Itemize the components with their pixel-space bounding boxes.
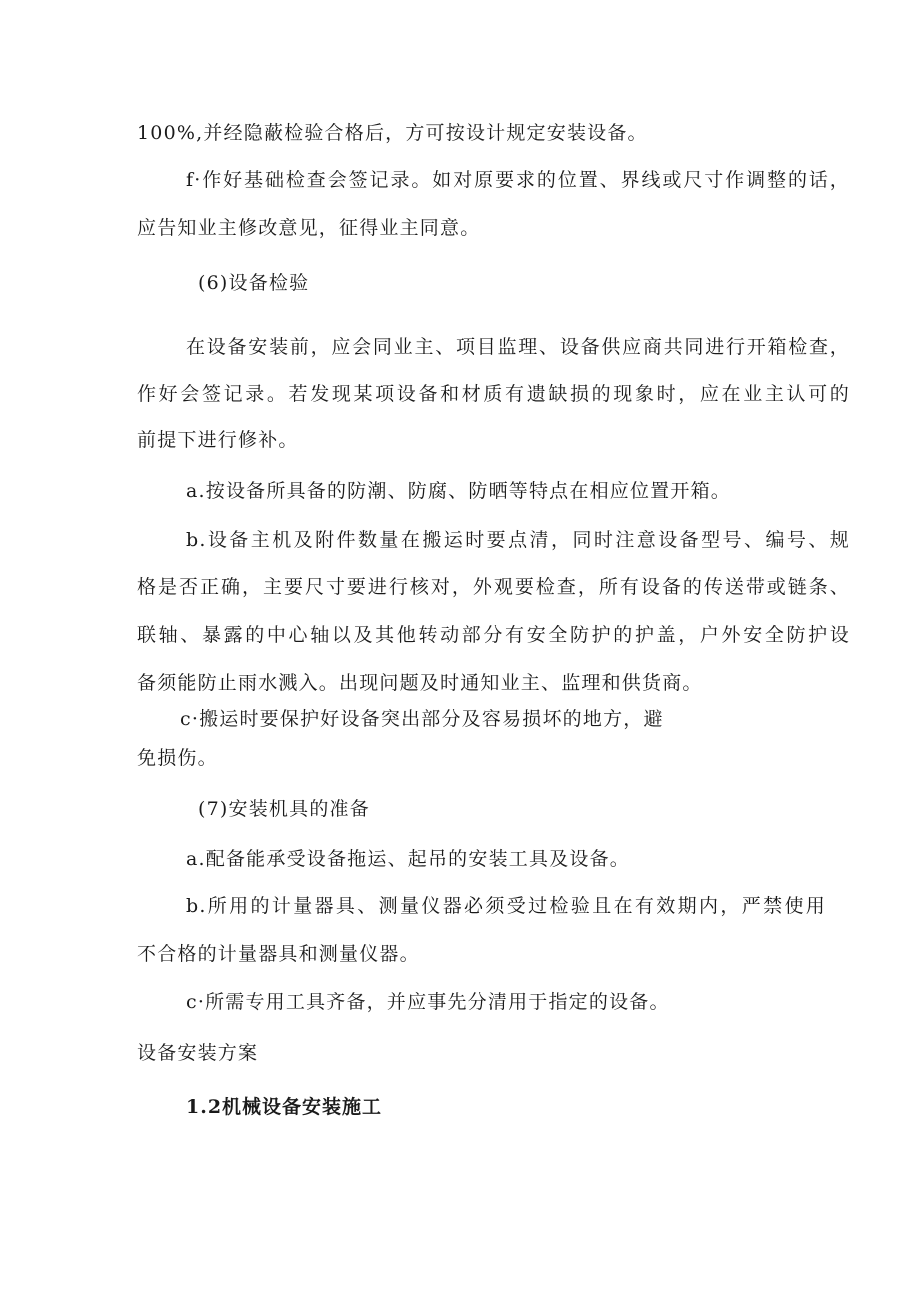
section-heading-1-2: 1.2机械设备安装施工 [186,1096,383,1118]
list-item-b-line-1: b.设备主机及附件数量在搬运时要点清，同时注意设备型号、编号、规 [186,529,850,551]
list-item-b-line-3: 联轴、暴露的中心轴以及其他转动部分有安全防护的护盖，户外安全防护设 [137,624,850,646]
paragraph-line-3: 应告知业主修改意见，征得业主同意。 [137,217,481,239]
section-heading-7: (7)安装机具的准备 [198,798,370,820]
section-title-plan: 设备安装方案 [137,1042,259,1064]
paragraph-line-7: 前提下进行修补。 [137,429,299,451]
list-item-b-tools-line-1: b.所用的计量器具、测量仪器必须受过检验且在有效期内，严禁使用 [186,895,826,917]
list-item-c-line-1: c·搬运时要保护好设备突出部分及容易损坏的地方，避 [180,708,664,730]
section-heading-6: (6)设备检验 [198,272,310,294]
list-item-c-tools: c·所需专用工具齐备，并应事先分清用于指定的设备。 [186,991,670,1013]
list-item-a-tools: a.配备能承受设备拖运、起吊的安装工具及设备。 [186,848,630,870]
paragraph-line-6: 作好会签记录。若发现某项设备和材质有遗缺损的现象时，应在业主认可的 [137,383,850,405]
paragraph-line-1: 100%,并经隐蔽检验合格后，方可按设计规定安装设备。 [137,122,648,144]
list-item-b-line-2: 格是否正确，主要尺寸要进行核对，外观要检查，所有设备的传送带或链条、 [137,576,850,598]
list-item-b-line-4: 备须能防止雨水溅入。出现问题及时通知业主、监理和供货商。 [137,672,703,694]
list-item-a: a.按设备所具备的防潮、防腐、防晒等特点在相应位置开箱。 [186,480,731,502]
list-item-b-tools-line-2: 不合格的计量器具和测量仪器。 [137,943,420,965]
paragraph-line-2: f·作好基础检查会签记录。如对原要求的位置、界线或尺寸作调整的话， [186,169,850,191]
list-item-c-line-2: 免损伤。 [137,747,218,769]
paragraph-line-5: 在设备安装前，应会同业主、项目监理、设备供应商共同进行开箱检查， [186,336,850,358]
